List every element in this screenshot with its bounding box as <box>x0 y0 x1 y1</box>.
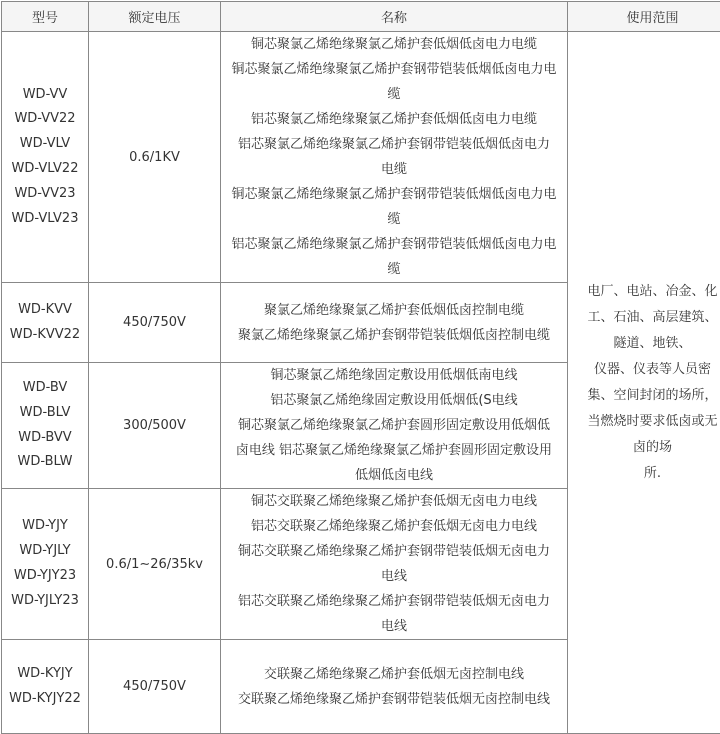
model-code: WD-VLV22 <box>11 161 79 176</box>
header-name: 名称 <box>221 2 568 32</box>
header-voltage: 额定电压 <box>89 2 221 32</box>
name-line: 低烟低卤电线 <box>354 468 433 483</box>
usage-line: 卤的场 <box>632 439 672 455</box>
usage-line: 当燃烧时要求低卤或无 <box>587 413 718 429</box>
model-code: WD-KYJY <box>17 665 73 681</box>
model-code: WD-BLW <box>17 454 73 470</box>
usage-line: 隧道、地铁、 <box>613 335 692 351</box>
name-line: 铝芯聚氯乙烯绝缘聚氯乙烯护套钢带铠装低烟低卤电力电 <box>231 237 557 252</box>
name-line: 电缆 <box>380 162 407 177</box>
model-code: WD-KVV <box>18 301 72 317</box>
usage-line: 所. <box>643 465 662 481</box>
usage-line: 集、空间封闭的场所， <box>587 387 718 403</box>
model-code: WD-YJY <box>22 518 68 534</box>
name-line: 铜芯聚氯乙烯绝缘固定敷设用低烟低南电线 <box>270 368 518 383</box>
name-line: 缆 <box>387 87 401 102</box>
voltage-cell: 450/750V <box>89 640 221 734</box>
model-cell <box>2 640 89 734</box>
usage-cell <box>568 32 720 734</box>
name-line: 铜芯聚氯乙烯绝缘聚氯乙烯护套钢带铠装低烟低卤电力电 <box>231 187 557 202</box>
name-cell <box>221 283 568 363</box>
usage-line: 电厂、电站、冶金、化 <box>587 283 718 299</box>
model-code: WD-VLV23 <box>11 210 79 226</box>
name-line: 卤电线 铝芯聚氯乙烯绝缘聚氯乙烯护套圆形固定敷设用 <box>235 443 553 458</box>
name-line: 电线 <box>380 619 407 634</box>
header-model: 型号 <box>2 2 89 32</box>
name-cell <box>221 363 568 489</box>
name-line: 铝芯聚氯乙烯绝缘聚氯乙烯护套钢带铠装低烟低卤电力 <box>237 137 550 152</box>
model-code: WD-BLV <box>19 404 71 420</box>
name-line: 铝芯聚氯乙烯绝缘聚氯乙烯护套低烟低卤电力电缆 <box>250 112 537 127</box>
voltage-cell: 300/500V <box>89 363 221 489</box>
model-cell <box>2 489 89 640</box>
voltage-cell: 0.6/1KV <box>89 32 221 283</box>
name-line: 缆 <box>387 262 401 277</box>
model-code: WD-YJY23 <box>13 568 77 583</box>
name-line: 铜芯交联聚乙烯绝缘聚乙烯护套钢带铠装低烟无卤电力 <box>237 544 550 559</box>
header-usage: 使用范围 <box>568 2 720 32</box>
name-line: 铜芯聚氯乙烯绝缘聚氯乙烯护套低烟低卤电力电缆 <box>250 37 537 52</box>
name-line: 电线 <box>380 569 407 584</box>
model-code: WD-VV22 <box>14 111 76 127</box>
model-code: WD-VLV <box>19 136 71 152</box>
name-line: 交联聚乙烯绝缘聚乙烯护套钢带铠装低烟无卤控制电线 <box>237 691 550 707</box>
cable-spec-table <box>1 1 720 734</box>
model-code: WD-VV23 <box>14 185 76 201</box>
name-line: 铜芯聚氯乙烯绝缘聚氯乙烯护套钢带铠装低烟低卤电力电 <box>231 62 557 77</box>
model-code: WD-VV <box>22 86 68 102</box>
voltage-cell: 0.6/1∼26/35kv <box>89 489 221 640</box>
table-row <box>2 32 720 283</box>
name-line: 铝芯聚氯乙烯绝缘固定敷设用低烟低(S电线 <box>270 393 518 408</box>
model-code: WD-YJLY <box>19 543 71 559</box>
name-line: 聚氯乙烯绝缘聚氯乙烯护套低烟低卤控制电缆 <box>263 302 524 318</box>
name-cell <box>221 489 568 640</box>
name-line: 聚氯乙烯绝缘聚氯乙烯护套钢带铠装低烟低卤控制电缆 <box>237 327 550 343</box>
name-line: 铝芯交联聚乙烯绝缘聚乙烯护套低烟无卤电力电线 <box>250 519 537 534</box>
name-cell <box>221 32 568 283</box>
name-cell <box>221 640 568 734</box>
header-row <box>2 2 720 32</box>
name-line: 铜芯聚氯乙烯绝缘聚氯乙烯护套圆形固定敷设用低烟低 <box>237 418 550 433</box>
model-code: WD-KVV22 <box>9 326 81 342</box>
model-code: WD-YJLY23 <box>11 592 79 608</box>
usage-line: 工、石油、高层建筑、 <box>587 309 718 325</box>
model-code: WD-BV <box>22 379 68 395</box>
voltage-cell: 450/750V <box>89 283 221 363</box>
name-line: 交联聚乙烯绝缘聚乙烯护套低烟无卤控制电线 <box>263 666 524 682</box>
usage-line: 仪器、仪表等人员密 <box>593 361 711 377</box>
model-cell <box>2 363 89 489</box>
model-cell <box>2 32 89 283</box>
model-cell <box>2 283 89 363</box>
model-code: WD-BVV <box>18 429 72 445</box>
name-line: 缆 <box>387 212 401 227</box>
name-line: 铜芯交联聚乙烯绝缘聚乙烯护套低烟无卤电力电线 <box>250 494 537 509</box>
name-line: 铝芯交联聚乙烯绝缘聚乙烯护套钢带铠装低烟无卤电力 <box>237 594 550 609</box>
model-code: WD-KYJY22 <box>9 690 81 706</box>
